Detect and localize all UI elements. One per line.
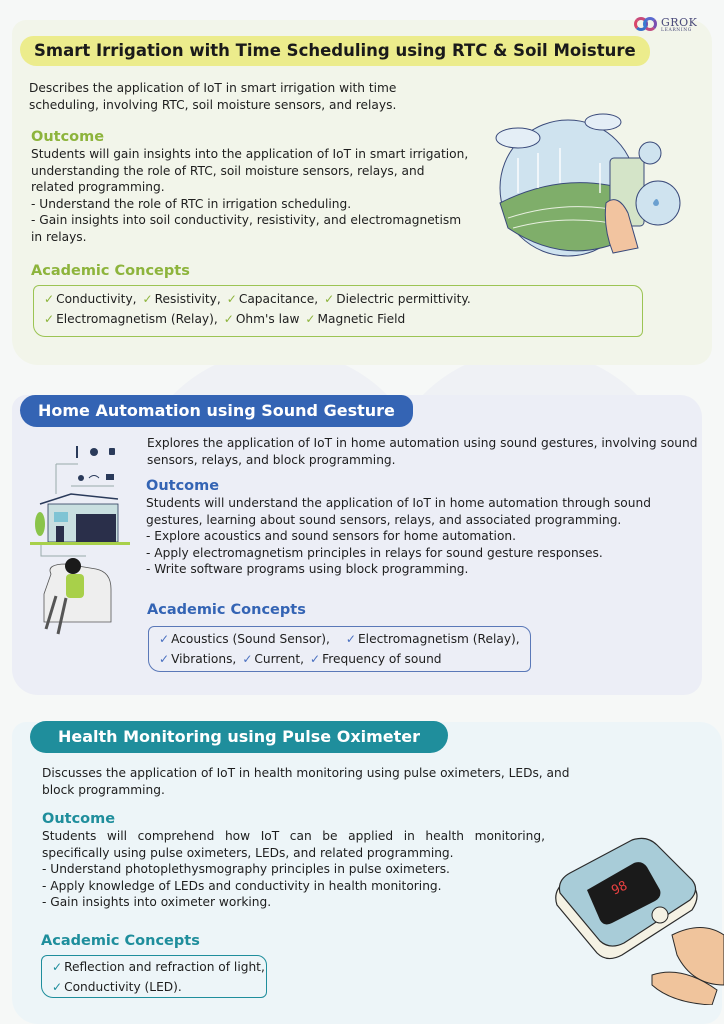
pulse-oximeter-illustration xyxy=(552,835,724,1005)
grok-learning-logo xyxy=(634,17,697,34)
concept-item: ✓ Resistivity, xyxy=(143,289,221,309)
infinity-logo-icon xyxy=(634,17,658,33)
outcome-point: - Gain insights into oximeter working. xyxy=(42,895,272,909)
check-icon: ✓ xyxy=(44,292,55,306)
concept-item: ✓ Current, xyxy=(242,649,304,669)
outcome-block xyxy=(146,477,706,578)
check-icon: ✓ xyxy=(52,980,63,994)
check-icon: ✓ xyxy=(44,312,55,326)
concept-item: ✓ Reflection and refraction of light, xyxy=(52,957,265,977)
outcome-point: - Apply electromagnetism principles in relays for sound gesture responses. xyxy=(146,545,603,560)
concepts-heading: Academic Concepts xyxy=(41,933,200,949)
outcome-block xyxy=(42,810,545,911)
check-icon: ✓ xyxy=(159,652,170,666)
concept-item: ✓ Electromagnetism (Relay), xyxy=(44,309,218,329)
outcome-point: - Understand the role of RTC in irrigation scheduling. xyxy=(31,196,352,211)
check-icon: ✓ xyxy=(345,632,356,646)
check-icon: ✓ xyxy=(305,312,316,326)
concepts-box xyxy=(41,955,267,998)
check-icon: ✓ xyxy=(142,292,153,306)
outcome-heading: Outcome xyxy=(31,129,105,145)
outcome-text: Students will gain insights into the application of IoT in smart irrigation, understanding the role of RTC, soil moisture sensors, relays, and related programming. xyxy=(31,147,469,194)
concept-item: ✓ Vibrations, xyxy=(159,649,236,669)
check-icon: ✓ xyxy=(310,652,321,666)
concept-item: ✓ Conductivity, xyxy=(44,289,137,309)
outcome-point: - Gain insights into soil conductivity, resistivity, and electromagnetism in relays. xyxy=(31,213,462,244)
outcome-block xyxy=(31,128,471,245)
check-icon: ✓ xyxy=(223,312,234,326)
concepts-box xyxy=(33,285,643,337)
concepts-heading: Academic Concepts xyxy=(31,263,190,279)
concept-item: ✓ Ohm's law xyxy=(224,309,300,329)
home-automation-illustration xyxy=(26,444,136,644)
concept-item: ✓ Conductivity (LED). xyxy=(52,977,182,997)
section-description: Explores the application of IoT in home automation using sound gestures, involving sound sensors, relays, and block programming. xyxy=(147,436,698,467)
section-title: Home Automation using Sound Gesture xyxy=(20,395,413,427)
outcome-point: - Explore acoustics and sound sensors for home automation. xyxy=(146,529,516,543)
concepts-heading: Academic Concepts xyxy=(147,602,306,618)
concept-item: ✓ Acoustics (Sound Sensor), xyxy=(159,629,330,649)
check-icon: ✓ xyxy=(242,652,253,666)
logo-subtitle: LEARNING xyxy=(661,28,692,33)
oximeter-spo2: 98 xyxy=(609,878,630,899)
outcome-point: - Write software programs using block programming. xyxy=(146,562,469,576)
concept-item: ✓ Electromagnetism (Relay), xyxy=(346,629,520,649)
outcome-point: - Understand photoplethysmography principles in pulse oximeters. xyxy=(42,862,450,876)
concepts-box xyxy=(148,626,531,672)
outcome-text: Students will comprehend how IoT can be applied in health monitoring, specifically using pulse oximeters, LEDs, and related programming. xyxy=(42,829,545,860)
concept-item: ✓ Magnetic Field xyxy=(305,309,405,329)
concept-item: ✓ Dielectric permittivity. xyxy=(324,289,471,309)
outcome-text: Students will understand the application of IoT in home automation through sound gestures, learning about sound sensors, relays, and associated programming. xyxy=(146,496,651,527)
check-icon: ✓ xyxy=(324,292,335,306)
section-description: Describes the application of IoT in smart irrigation with time scheduling, involving RTC, soil moisture sensors, and relays. xyxy=(29,81,397,112)
outcome-heading: Outcome xyxy=(146,478,220,494)
outcome-point: - Apply knowledge of LEDs and conductivity in health monitoring. xyxy=(42,878,442,893)
section-description: Discusses the application of IoT in health monitoring using pulse oximeters, LEDs, and block programming. xyxy=(42,766,570,797)
logo-name: GROK xyxy=(661,16,698,29)
check-icon: ✓ xyxy=(52,960,63,974)
check-icon: ✓ xyxy=(226,292,237,306)
section-title: Smart Irrigation with Time Scheduling using RTC & Soil Moisture xyxy=(20,36,650,66)
concept-item: ✓ Capacitance, xyxy=(227,289,318,309)
check-icon: ✓ xyxy=(159,632,170,646)
smart-irrigation-illustration xyxy=(478,108,688,258)
concept-item: ✓ Frequency of sound xyxy=(310,649,442,669)
section-title: Health Monitoring using Pulse Oximeter xyxy=(30,721,448,753)
outcome-heading: Outcome xyxy=(42,811,116,827)
